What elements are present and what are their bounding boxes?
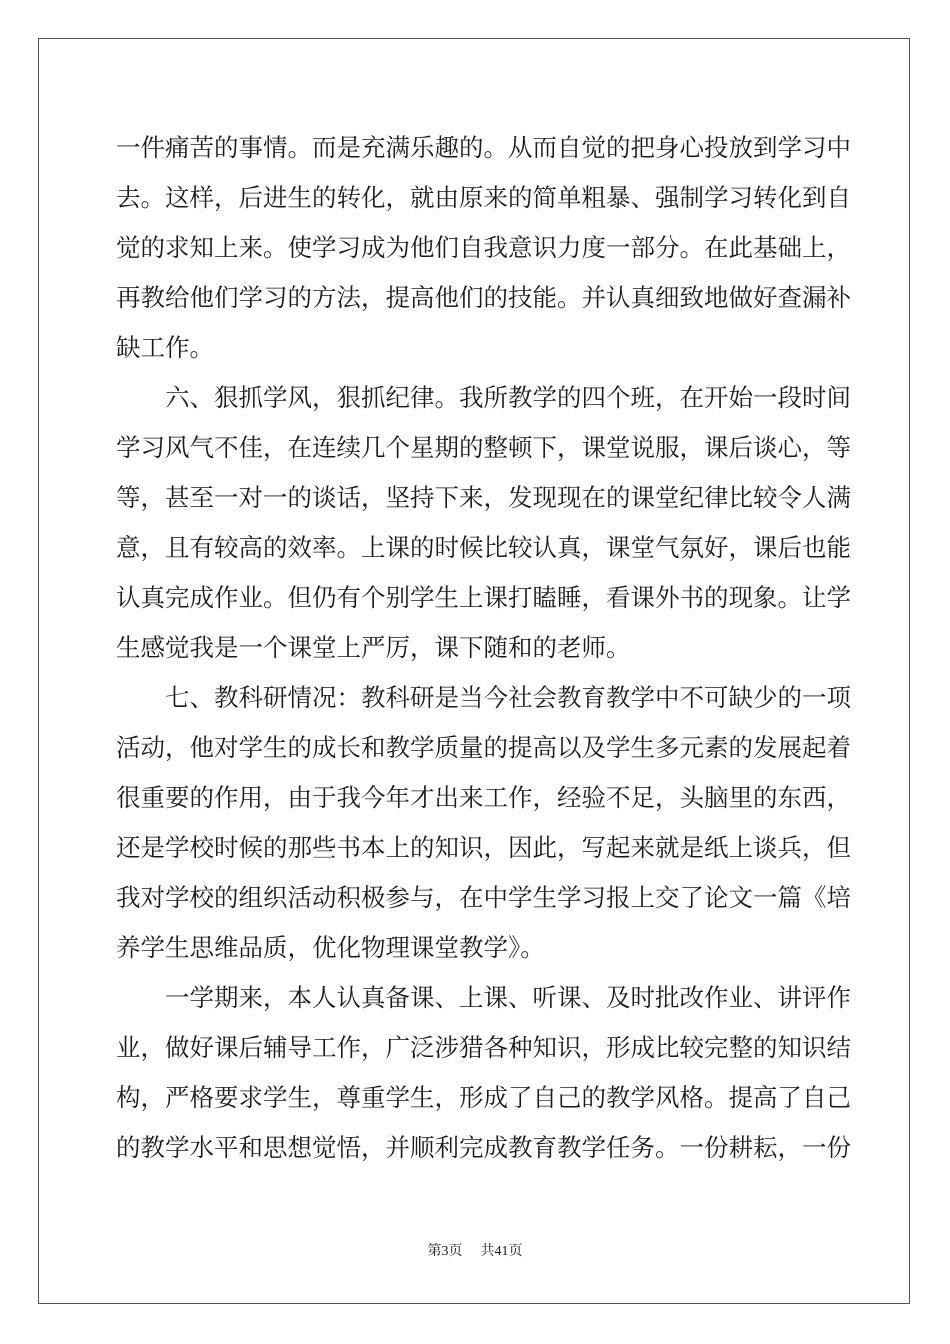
text-line: 生感觉我是一个课堂上严厉，课下随和的老师。 (116, 633, 631, 662)
text-line: 很重要的作用，由于我今年才出来工作，经验不足，头脑里的东西， (116, 783, 851, 812)
text-line: 活动，他对学生的成长和教学质量的提高以及学生多元素的发展起着 (116, 733, 851, 762)
paragraph-first-line: 六、狠抓学风，狠抓纪律。我所教学的四个班，在开始一段时间 (165, 383, 851, 412)
text-line: 的教学水平和思想觉悟，并顺利完成教育教学任务。一份耕耘，一份 (116, 1133, 851, 1162)
paragraph-first-line: 一学期来，本人认真备课、上课、听课、及时批改作业、讲评作 (165, 983, 851, 1012)
text-line: 构，严格要求学生，尊重学生，形成了自己的教学风格。提高了自己 (116, 1083, 851, 1112)
page-total: 共41页 (480, 1244, 523, 1259)
text-line: 一件痛苦的事情。而是充满乐趣的。从而自觉的把身心投放到学习中 (116, 133, 851, 162)
text-line: 认真完成作业。但仍有个别学生上课打瞌睡，看课外书的现象。让学 (116, 583, 851, 612)
text-line: 等，甚至一对一的谈话，坚持下来，发现现在的课堂纪律比较令人满 (116, 483, 851, 512)
text-line: 还是学校时候的那些书本上的知识，因此，写起来就是纸上谈兵，但 (116, 833, 851, 862)
page-number: 第3页 (427, 1244, 463, 1259)
text-line: 学习风气不佳，在连续几个星期的整顿下，课堂说服，课后谈心，等 (116, 433, 851, 462)
paragraph-first-line: 七、教科研情况：教科研是当今社会教育教学中不可缺少的一项 (165, 683, 851, 712)
text-line: 觉的求知上来。使学习成为他们自我意识力度一部分。在此基础上， (116, 233, 851, 262)
text-line: 业，做好课后辅导工作，广泛涉猎各种知识，形成比较完整的知识结 (116, 1033, 851, 1062)
text-line: 再教给他们学习的方法，提高他们的技能。并认真细致地做好查漏补 (116, 283, 851, 312)
text-line: 我对学校的组织活动积极参与，在中学生学习报上交了论文一篇《培 (116, 883, 851, 912)
page-footer (0, 1243, 950, 1261)
text-line: 养学生思维品质，优化物理课堂教学》。 (116, 933, 545, 962)
text-line: 缺工作。 (116, 333, 214, 362)
text-line: 去。这样，后进生的转化，就由原来的简单粗暴、强制学习转化到自 (116, 183, 851, 212)
text-line: 意，且有较高的效率。上课的时候比较认真，课堂气氛好，课后也能 (116, 533, 851, 562)
page-border (38, 38, 910, 1304)
